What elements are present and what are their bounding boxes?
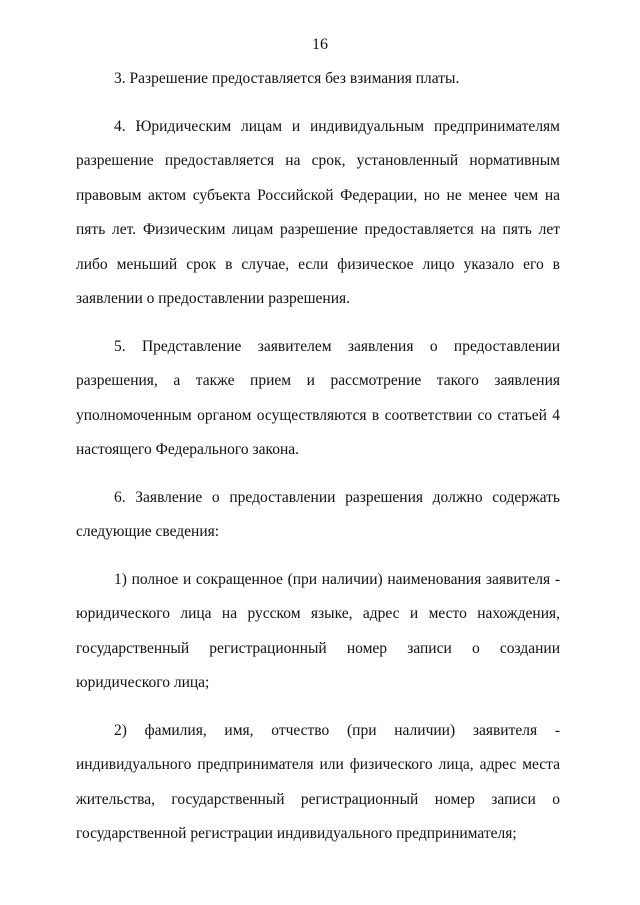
paragraph-subitem-2: 2) фамилия, имя, отчество (при наличии) заявителя - индивидуального предпринимателя или физического лица, адрес места жительства, государственный регистрационный номер записи о государственной регистрации индивидуального предпринимателя; xyxy=(76,721,560,842)
paragraph-item-3: 3. Разрешение предоставляется без взимания платы. xyxy=(114,70,460,87)
paragraph-subitem-1: 1) полное и сокращенное (при наличии) наименования заявителя - юридического лица на русском языке, адрес и место нахождения, государственный регистрационный номер записи о создании юридического лица; xyxy=(76,570,560,691)
paragraph-item-5: 5. Представление заявителем заявления о предоставлении разрешения, а также прием и рассмотрение такого заявления уполномоченным органом осуществляются в соответствии со статьей 4 настоящего Федерального закона. xyxy=(76,337,560,458)
paragraph-item-6: 6. Заявление о предоставлении разрешения должно содержать следующие сведения: xyxy=(76,488,560,540)
document-body xyxy=(76,62,560,865)
page-number: 16 xyxy=(312,36,328,53)
paragraph-item-4: 4. Юридическим лицам и индивидуальным предпринимателям разрешение предоставляется на срок, установленный нормативным правовым актом субъекта Российской Федерации, но не менее чем на пять лет. Физическим лицам разрешение предоставляется на пять лет либо меньший срок в случае, если физическое лицо указало его в заявлении о предоставлении разрешения. xyxy=(76,117,560,307)
